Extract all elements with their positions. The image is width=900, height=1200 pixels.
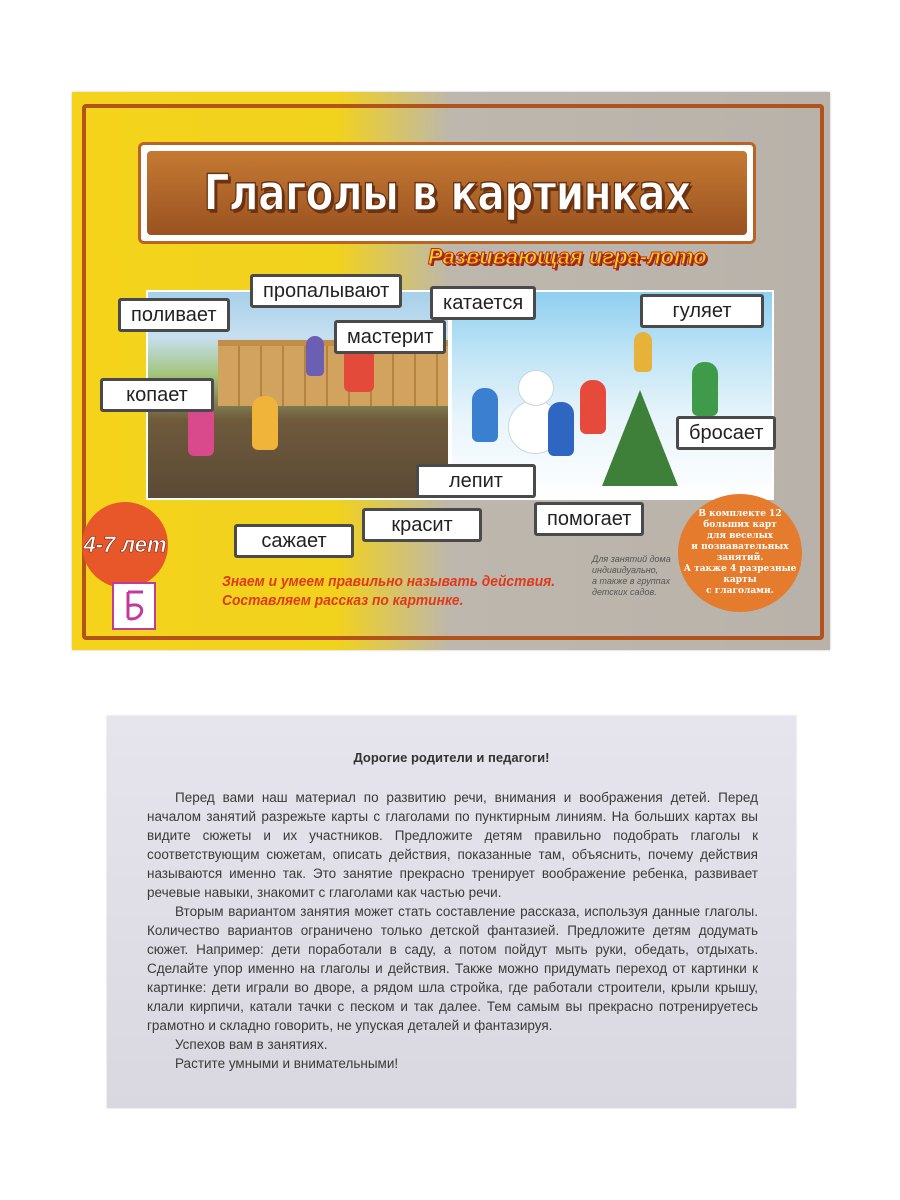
child-figure [472,388,498,442]
cover-subtitle: Развивающая игра-лото [428,244,707,269]
set-contents-text: В комплекте 12 больших карт для веселых и познавательных занятий. А также 4 разрезные карты с глаголами. [683,509,797,596]
card-paragraph: Растите умными и внимательными! [175,1056,399,1071]
title-plate [147,151,747,235]
instruction-card [107,716,796,1108]
word-card-kopaet: копает [100,378,214,412]
word-card-masterit: мастерит [334,320,446,354]
word-card-polivaet: поливает [118,298,230,332]
title-box [138,142,756,244]
cover-title: Глаголы в картинках [203,164,691,222]
card-body [147,788,758,1073]
word-card-brosaet: бросает [676,416,776,450]
set-contents-badge [678,494,802,612]
child-figure [580,380,606,434]
word-card-sazhaet: сажает [234,524,354,558]
word-card-pomogaet: помогает [534,502,644,536]
card-paragraph: Вторым вариантом занятия может стать составление рассказа, используя данные глаголы. Количество вариантов ограничено только детской фантазией. Предложите детям додумать сюжет. Например: дети поработали в саду, а потом пойдут мыть руки, обедать, отдыхать. Сделайте упор именно на глаголы и действия. Также можно придумать переход от картинки к картинке: дети играли во дворе, а рядом шла стройка, где работали строители, крыли крышу, клали кирпичи, катали тачки с песком и так далее. Тем самым вы прекрасно потренируетесь грамотно и складно говорить, не упуская деталей и фантазируя. [147,904,758,1033]
word-card-gulyaet: гуляет [640,294,764,328]
word-card-kataetsya: катается [430,286,536,320]
child-figure [252,396,278,450]
word-card-lepit: лепит [416,464,536,498]
publisher-logo-icon [112,582,156,630]
child-figure [692,362,718,416]
game-box-cover [72,92,830,650]
usage-note: Для занятий дома индивидуально, а также в группах детских садов. [592,554,671,597]
age-badge-label: 4-7 лет [83,532,167,557]
snowman-head-graphic [518,370,554,406]
cover-tagline: Знаем и умеем правильно называть действия. Составляем рассказ по картинке. [222,573,556,609]
card-paragraph: Перед вами наш материал по развитию речи, внимания и воображения детей. Перед началом занятий разрежьте карты с глаголами по пунктирным линиям. На больших картах вы видите сюжеты и их участников. Предложите детям правильно подобрать глаголы к соответствующим сюжетам, описать действия, показанные там, объяснить, почему действия называются именно так. Это занятие прекрасно тренирует воображение ребенка, развивает речевые навыки, знакомит с глаголами как частью речи. [147,790,758,900]
child-figure [548,402,574,456]
age-badge [82,502,168,588]
child-figure [634,332,652,372]
word-card-propalyvayut: пропалывают [250,274,402,308]
logo-glyph-icon [119,588,149,624]
snowy-tree-graphic [602,390,678,486]
word-card-krasit: красит [362,508,482,542]
card-paragraph: Успехов вам в занятиях. [175,1037,328,1052]
card-heading: Дорогие родители и педагоги! [353,750,550,765]
child-figure [306,336,324,376]
